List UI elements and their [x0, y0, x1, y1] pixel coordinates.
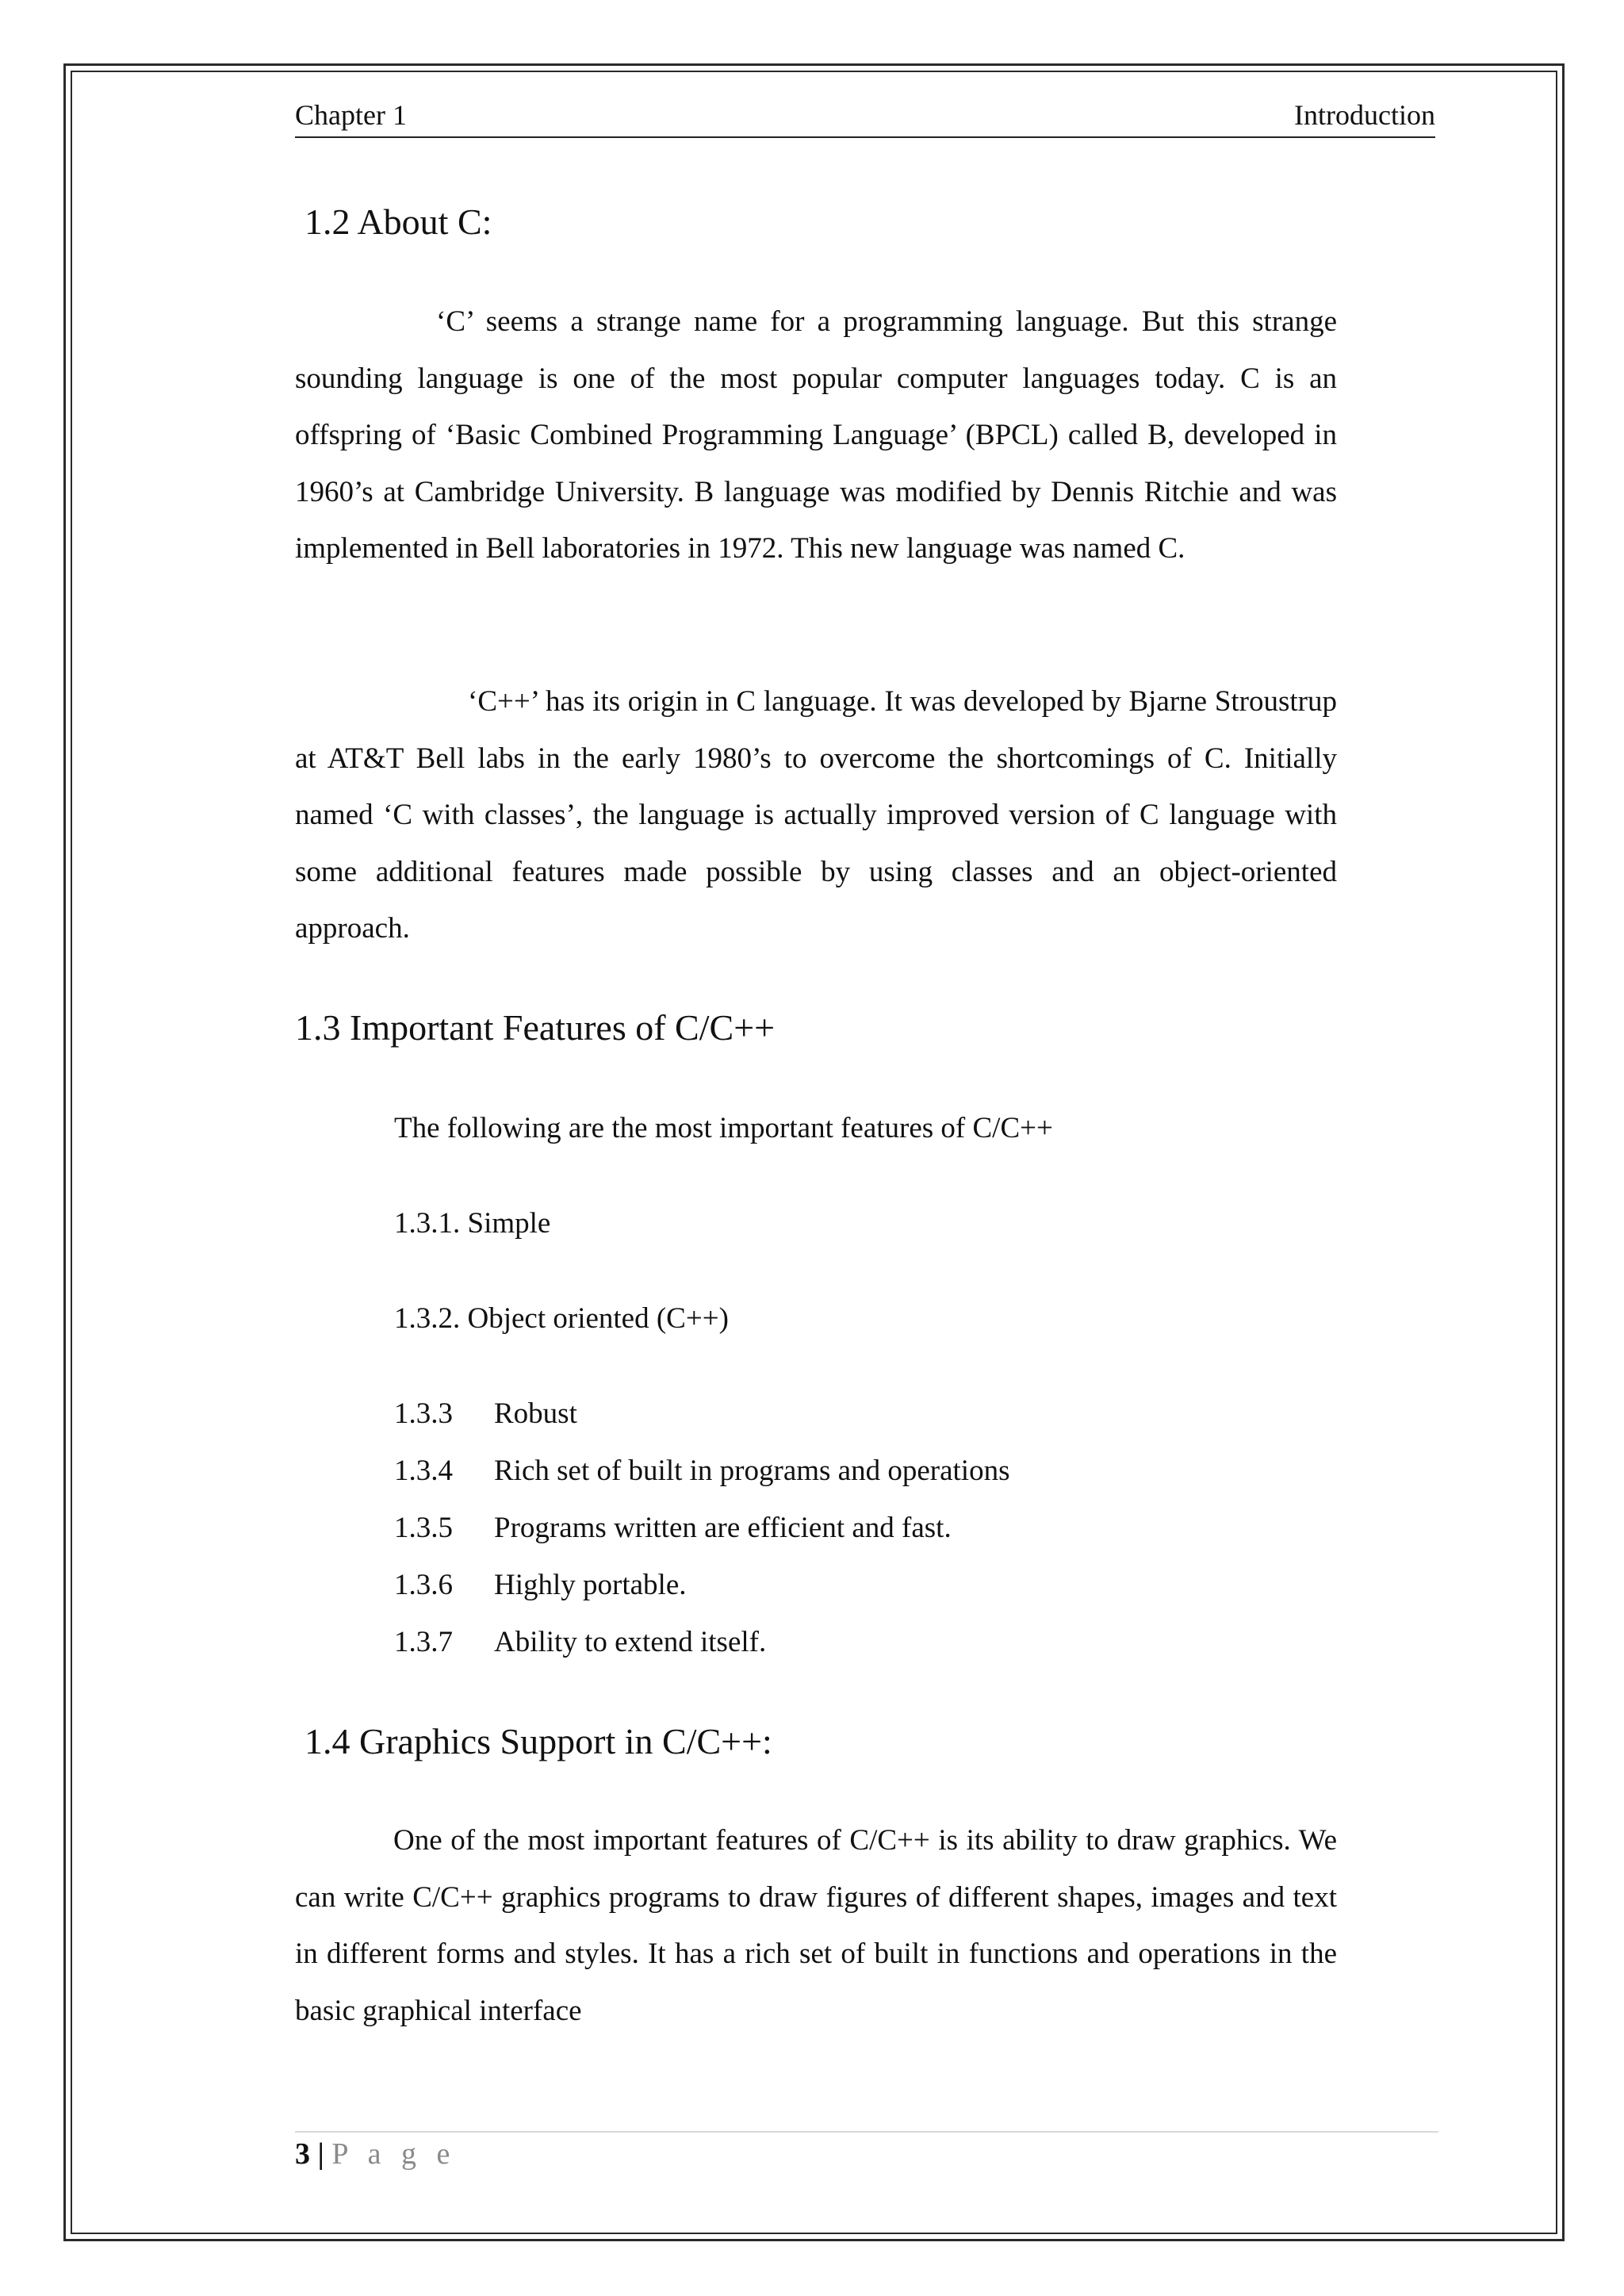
- feature-item: [394, 1396, 577, 1432]
- paragraph-graphics-support: One of the most important features of C/C++ is its ability to draw graphics. We can write C/C++ graphics programs to draw figures of different shapes, images and text in different forms and styles. It has a rich set of built in functions and operations in the basic graphical interface: [295, 1824, 1337, 2027]
- paragraph-about-c: ‘C’ seems a strange name for a programming language. But this strange sounding language is one of the most popular computer languages today. C is an offspring of ‘Basic Combined Programming Language’ (BPCL) called B, developed in 1960’s at Cambridge University. B language was modified by Dennis Ritchie and was implemented in Bell laboratories in 1972. This new language was named C.: [295, 305, 1337, 565]
- feature-number: 1.3.7: [394, 1626, 453, 1658]
- footer-divider: [295, 2131, 1438, 2133]
- feature-item-simple: 1.3.1. Simple: [394, 1207, 551, 1240]
- page-number: 3: [295, 2137, 310, 2171]
- paragraph-about-cpp: ‘C++’ has its origin in C language. It was developed by Bjarne Stroustrup at AT&T Bell labs in the early 1980’s to overcome the shortcomings of C. Initially named ‘C with classes’, the language is actually improved version of C language with some additional features made possible by using classes and an object-oriented approach.: [295, 685, 1337, 945]
- feature-item: [394, 1510, 952, 1547]
- feature-item: [394, 1624, 766, 1661]
- feature-item: [394, 1453, 1009, 1489]
- feature-text: Rich set of built in programs and operations: [494, 1455, 1010, 1487]
- page-footer: [295, 2136, 456, 2172]
- feature-number: 1.3.3: [394, 1397, 453, 1430]
- heading-about-c: 1.2 About C:: [304, 201, 492, 242]
- feature-text: Ability to extend itself.: [494, 1626, 767, 1658]
- features-intro: The following are the most important features of C/C++: [394, 1112, 1053, 1144]
- heading-features: 1.3 Important Features of C/C++: [295, 1007, 776, 1048]
- page-label: P a g e: [331, 2137, 457, 2171]
- feature-text: Programs written are efficient and fast.: [494, 1512, 952, 1544]
- feature-text: Robust: [494, 1397, 577, 1430]
- feature-number: 1.3.4: [394, 1455, 453, 1487]
- footer-separator: |: [317, 2137, 324, 2171]
- feature-item: [394, 1567, 687, 1604]
- header-chapter: Chapter 1: [295, 99, 407, 131]
- running-header: [295, 98, 1435, 138]
- feature-text: Highly portable.: [494, 1569, 687, 1601]
- header-section: Introduction: [1294, 99, 1435, 131]
- feature-item-object-oriented: 1.3.2. Object oriented (C++): [394, 1302, 729, 1335]
- heading-graphics-support: 1.4 Graphics Support in C/C++:: [304, 1721, 772, 1761]
- feature-number: 1.3.6: [394, 1569, 453, 1601]
- feature-number: 1.3.5: [394, 1512, 453, 1544]
